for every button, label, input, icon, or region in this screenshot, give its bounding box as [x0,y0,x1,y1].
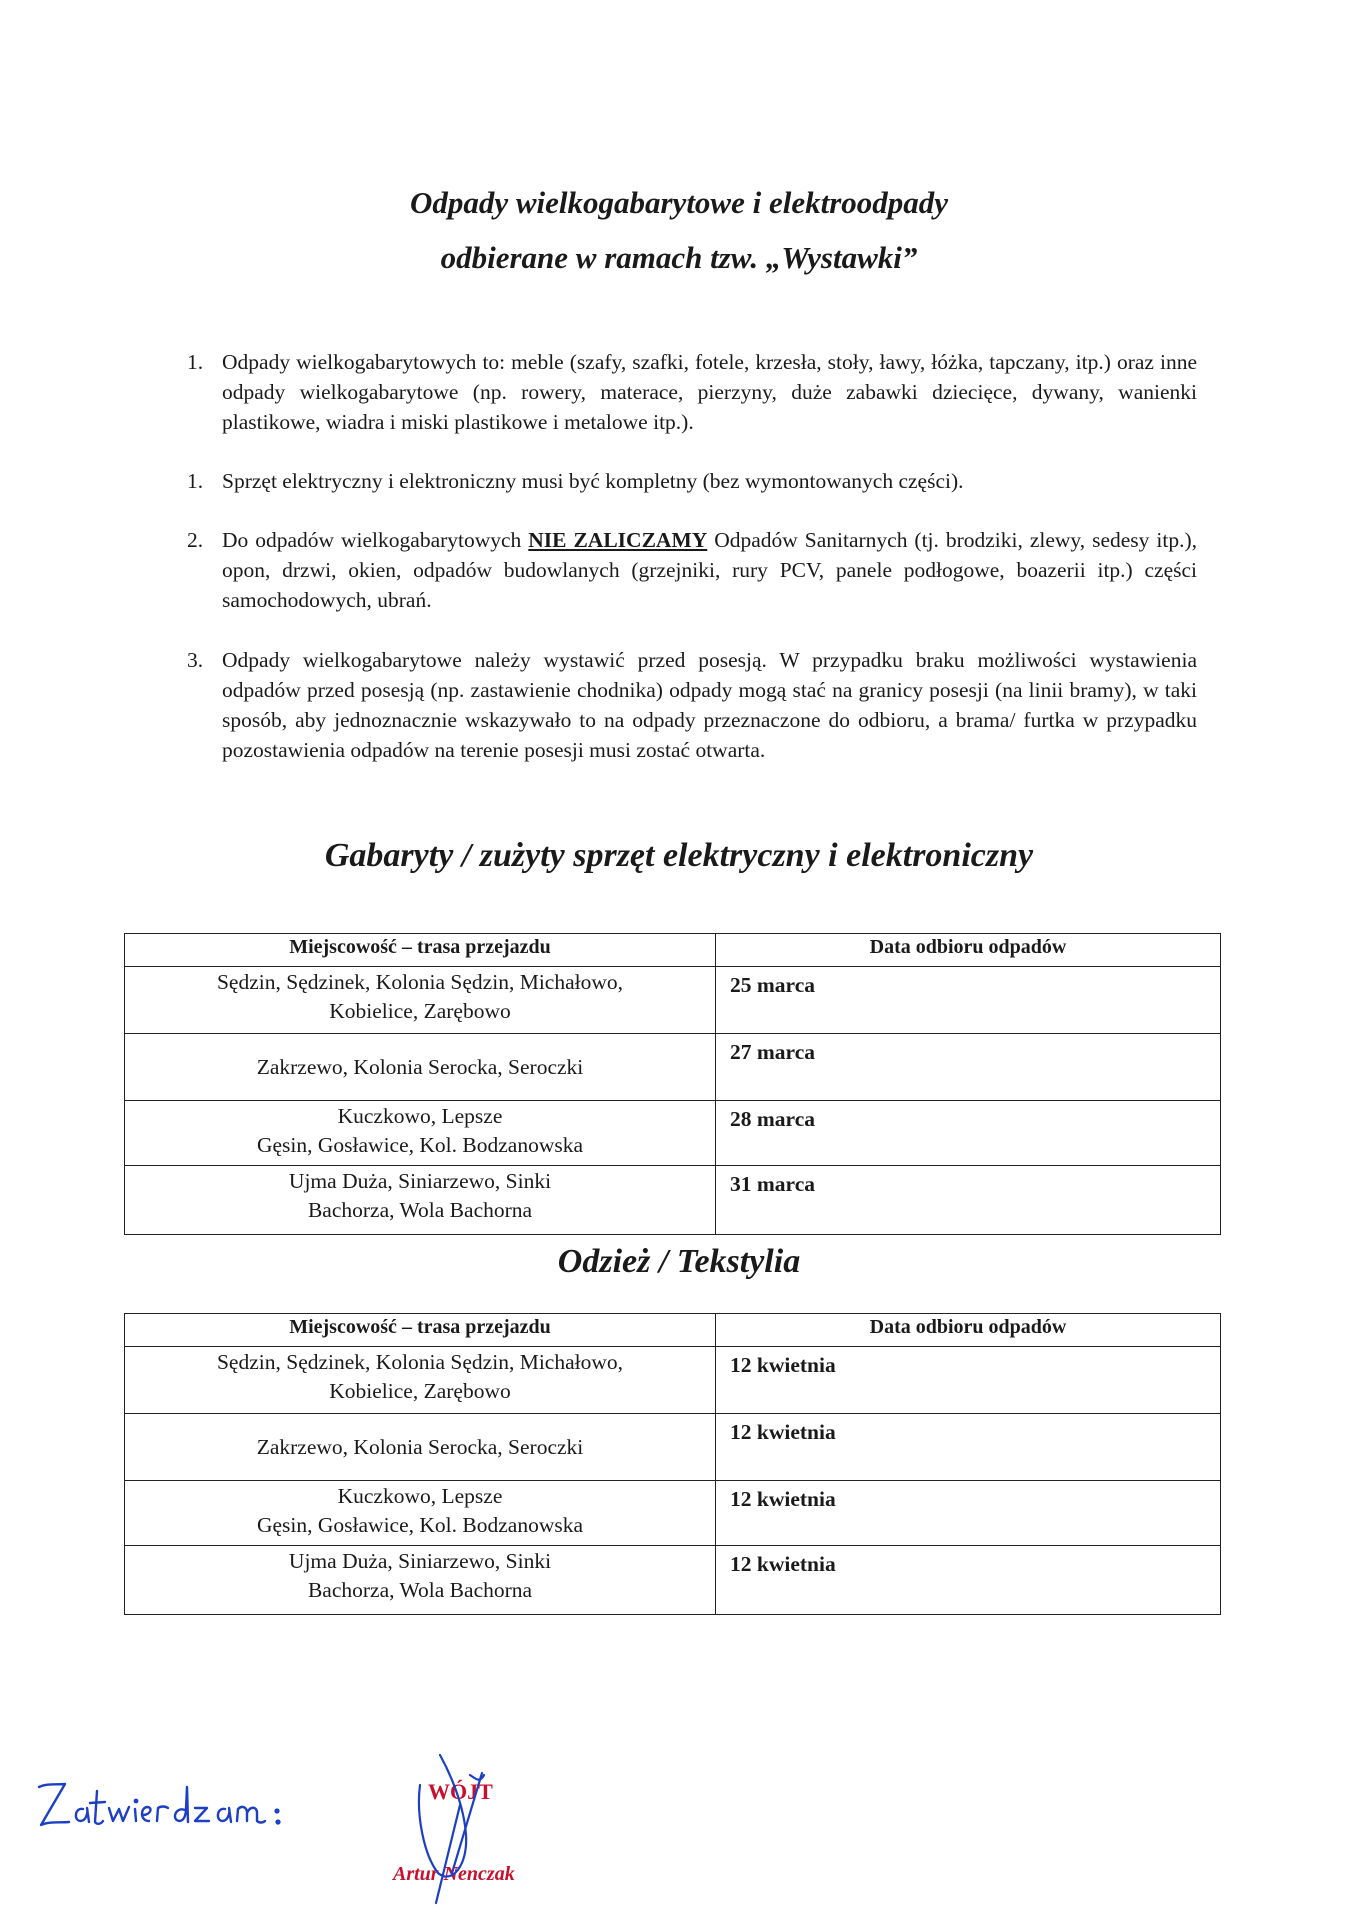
stamp-signature [380,1745,560,1905]
location-cell [125,1481,716,1546]
column-header-date: Data odbioru odpadów [716,934,1221,967]
table-row [125,1546,1221,1615]
location-line: Bachorza, Wola Bachorna [307,1198,533,1222]
table-row [125,1101,1221,1166]
location-cell [125,1414,716,1481]
list-item [187,525,1197,615]
item-text-part: Do odpadów wielkogabarytowych [222,528,529,552]
date-cell: 25 marca [716,967,1221,1034]
location-line: Gęsin, Gosławice, Kol. Bodzanowska [256,1133,584,1157]
item-number: 3. [187,648,204,672]
table-row [125,1481,1221,1546]
table-header-row [125,934,1221,967]
column-header-date: Data odbioru odpadów [716,1314,1221,1347]
location-line: Kuczkowo, Lepsze [337,1484,503,1508]
date-cell: 27 marca [716,1034,1221,1101]
location-line: Sędzin, Sędzinek, Kolonia Sędzin, Michałowo, [216,970,624,994]
table-row [125,1034,1221,1101]
table-row [125,967,1221,1034]
item-number: 2. [187,528,204,552]
column-header-location: Miejscowość – trasa przejazdu [125,1314,716,1347]
location-cell [125,1101,716,1166]
location-line: Ujma Duża, Siniarzewo, Sinki [288,1169,552,1193]
table-row [125,1414,1221,1481]
date-cell: 31 marca [716,1166,1221,1235]
document-title-line2: odbierane w ramach tzw. „Wystawki” [440,240,918,275]
list-item [187,645,1197,765]
section-title-gabaryty: Gabaryty / zużyty sprzęt elektryczny i elektroniczny [324,837,1034,874]
item-number: 1. [187,350,204,374]
column-header-location: Miejscowość – trasa przejazdu [125,934,716,967]
location-cell [125,1166,716,1235]
section-title-odziez: Odzież / Tekstylia [557,1243,801,1280]
item-text: Odpady wielkogabarytowych to: meble (szafy, szafki, fotele, krzesła, stoły, ławy, łóżka, tapczany, itp.) oraz inne odpady wielkogabarytowe (np. rowery, materace, pierzyny, duże zabawki dziecięce, dywany, wanienki plastikowe, wiadra i miski plastikowe i metalowe itp.). [222,350,1197,434]
item-text [222,525,1197,615]
location-cell [125,1546,716,1615]
document-title-line1: Odpady wielkogabarytowe i elektroodpady [409,185,949,220]
location-line: Gęsin, Gosławice, Kol. Bodzanowska [256,1513,584,1537]
date-cell: 12 kwietnia [716,1481,1221,1546]
location-line: Kobielice, Zarębowo [329,999,511,1023]
location-line: Kuczkowo, Lepsze [337,1104,503,1128]
location-line: Sędzin, Sędzinek, Kolonia Sędzin, Michałowo, [216,1350,624,1374]
date-cell: 12 kwietnia [716,1347,1221,1414]
list-item [187,466,1197,496]
location-cell [125,1034,716,1101]
location-line: Zakrzewo, Kolonia Serocka, Seroczki [256,1055,584,1079]
table-header-row [125,1314,1221,1347]
date-cell: 12 kwietnia [716,1414,1221,1481]
location-cell [125,1347,716,1414]
location-line: Ujma Duża, Siniarzewo, Sinki [288,1549,552,1573]
list-item [187,347,1197,437]
date-cell: 12 kwietnia [716,1546,1221,1615]
emphasis-text: NIE ZALICZAMY [528,528,708,552]
schedule-table-odziez [124,1313,1221,1615]
location-line: Zakrzewo, Kolonia Serocka, Seroczki [256,1435,584,1459]
table-row [125,1166,1221,1235]
schedule-table-gabaryty [124,933,1221,1235]
location-line: Kobielice, Zarębowo [329,1379,511,1403]
item-number: 1. [187,469,204,493]
item-text: Odpady wielkogabarytowe należy wystawić przed posesją. W przypadku braku możliwości wystawienia odpadów przed posesją (np. zastawienie chodnika) odpady mogą stać na granicy posesji (na linii bramy), w taki sposób, aby jednoznacznie wskazywało to na odpady przeznaczone do odbioru, a brama/ furtka w przypadku pozostawienia odpadów na terenie posesji musi zostać otwarta. [222,648,1197,762]
item-text-part: Odpadów Sanitarnych (tj. brodziki, zlewy, sedesy itp.), opon, drzwi, okien, odpadów budowlanych (grzejniki, rury PCV, panele podłogowe, boazerii itp.) części samochodowych, ubrań. [222,528,1197,612]
date-cell: 28 marca [716,1101,1221,1166]
location-line: Bachorza, Wola Bachorna [307,1578,533,1602]
table-row [125,1347,1221,1414]
item-text: Sprzęt elektryczny i elektroniczny musi być kompletny (bez wymontowanych części). [222,469,964,493]
approval-handwriting [35,1775,335,1855]
svg-text:WÓJT: WÓJT [428,1779,493,1804]
svg-text:Artur Nenczak: Artur Nenczak [393,1863,515,1885]
location-cell [125,967,716,1034]
